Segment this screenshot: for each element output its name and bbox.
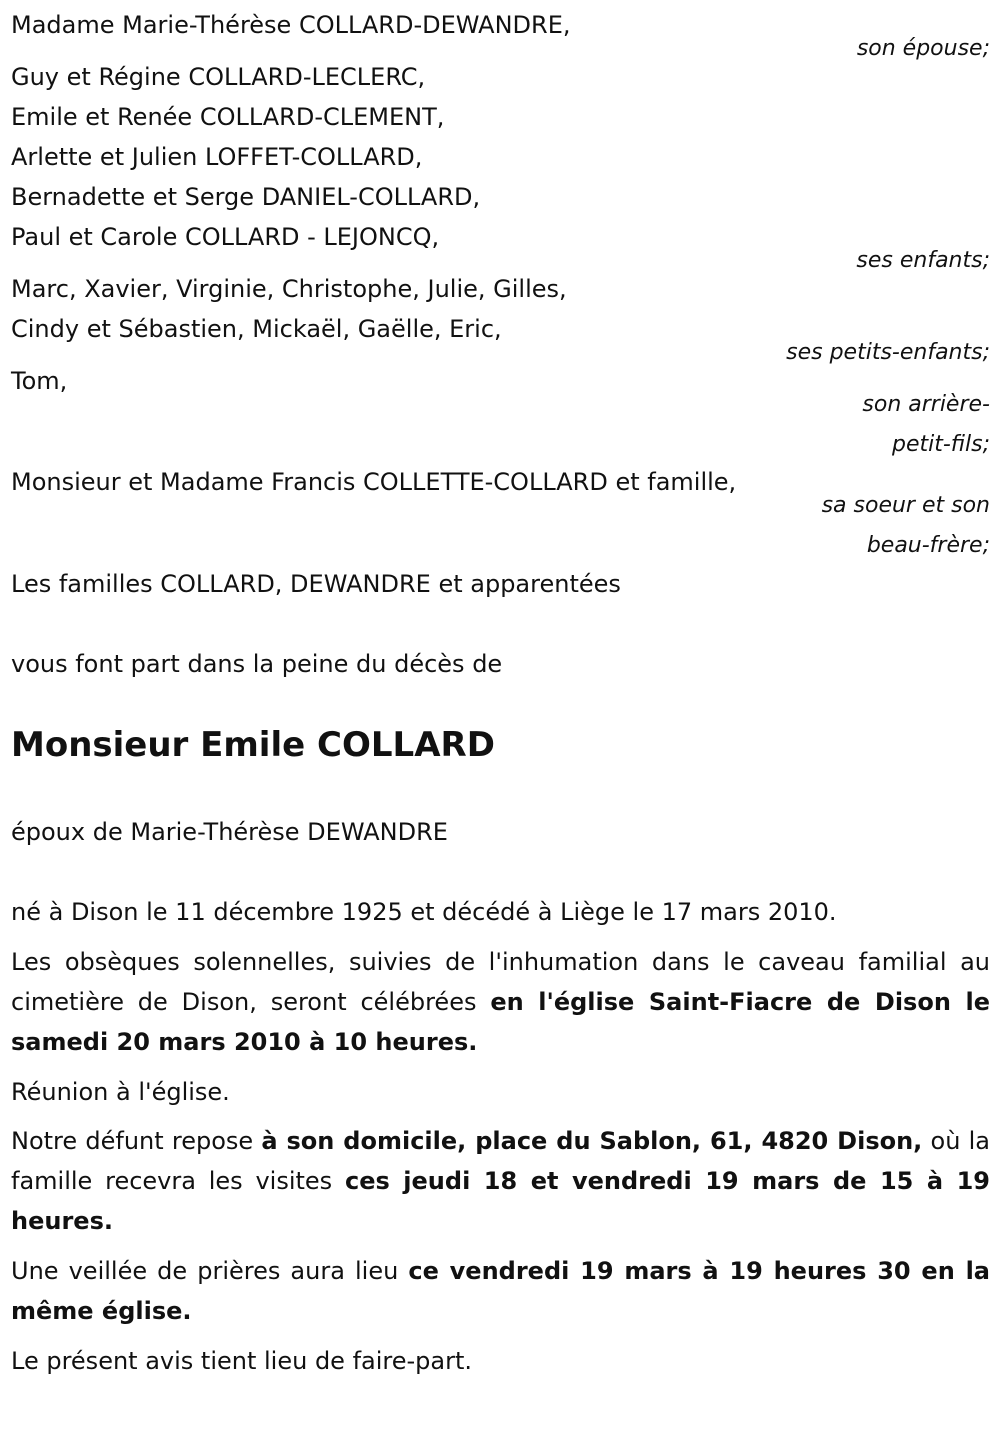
spouse-of-line: époux de Marie-Thérèse DEWANDRE [11, 818, 448, 846]
visitation-middle: où la famille recevra les visites [11, 1127, 991, 1195]
deceased-name: Monsieur Emile COLLARD [11, 725, 495, 765]
grandchildren-role: ses petits-enfants; [786, 340, 990, 365]
sister-role-2: beau-frère; [866, 533, 990, 558]
child-name: Bernadette et Serge DANIEL-COLLARD, [11, 183, 481, 211]
visitation-place: à son domicile, place du Sablon, 61, 4820 Dison, [261, 1127, 923, 1155]
children-list [11, 57, 990, 257]
visitation-intro: Notre défunt repose [11, 1127, 262, 1155]
child-name: Guy et Régine COLLARD-LECLERC, [11, 63, 426, 91]
funeral-paragraph [11, 942, 990, 1062]
great-grandchild-role-2: petit-fils; [891, 432, 990, 457]
vigil-details: ce vendredi 19 mars à 19 heures 30 en la même église. [11, 1257, 990, 1325]
grandchild-names: Marc, Xavier, Virginie, Christophe, Julie, Gilles, [11, 275, 567, 303]
children-role: ses enfants; [856, 248, 990, 273]
funeral-intro: Les obsèques solennelles, suivies de l'inhumation dans le caveau familial au cimetière de Dison, seront célébrées [11, 948, 990, 1016]
child-name: Emile et Renée COLLARD-CLEMENT, [11, 103, 445, 131]
child-name: Paul et Carole COLLARD - LEJONCQ, [11, 223, 440, 251]
great-grandchild-name: Tom, [11, 367, 68, 395]
obituary-notice [11, 0, 990, 1381]
sister-name: Monsieur et Madame Francis COLLETTE-COLLARD et famille, [11, 468, 737, 496]
child-name: Arlette et Julien LOFFET-COLLARD, [11, 143, 423, 171]
birth-death-line: né à Dison le 11 décembre 1925 et décédé à Liège le 17 mars 2010. [11, 898, 837, 926]
vigil-intro: Une veillée de prières aura lieu [11, 1257, 409, 1285]
announcement: vous font part dans la peine du décès de [11, 650, 503, 678]
great-grandchild-role-1: son arrière- [862, 392, 990, 417]
vigil-paragraph [11, 1251, 990, 1331]
grandchild-names: Cindy et Sébastien, Mickaël, Gaëlle, Eric, [11, 315, 502, 343]
closing-line: Le présent avis tient lieu de faire-part. [11, 1347, 473, 1375]
sister-role-1: sa soeur et son [821, 493, 990, 518]
spouse-role: son épouse; [856, 36, 990, 61]
spouse-name: Madame Marie-Thérèse COLLARD-DEWANDRE, [11, 11, 571, 39]
reunion-line: Réunion à l'église. [11, 1078, 230, 1106]
visitation-times: ces jeudi 18 et vendredi 19 mars de 15 à 19 heures. [11, 1167, 990, 1235]
visitation-paragraph [11, 1121, 990, 1241]
funeral-details: en l'église Saint-Fiacre de Dison le samedi 20 mars 2010 à 10 heures. [11, 988, 990, 1056]
families-line: Les familles COLLARD, DEWANDRE et apparentées [11, 570, 621, 598]
